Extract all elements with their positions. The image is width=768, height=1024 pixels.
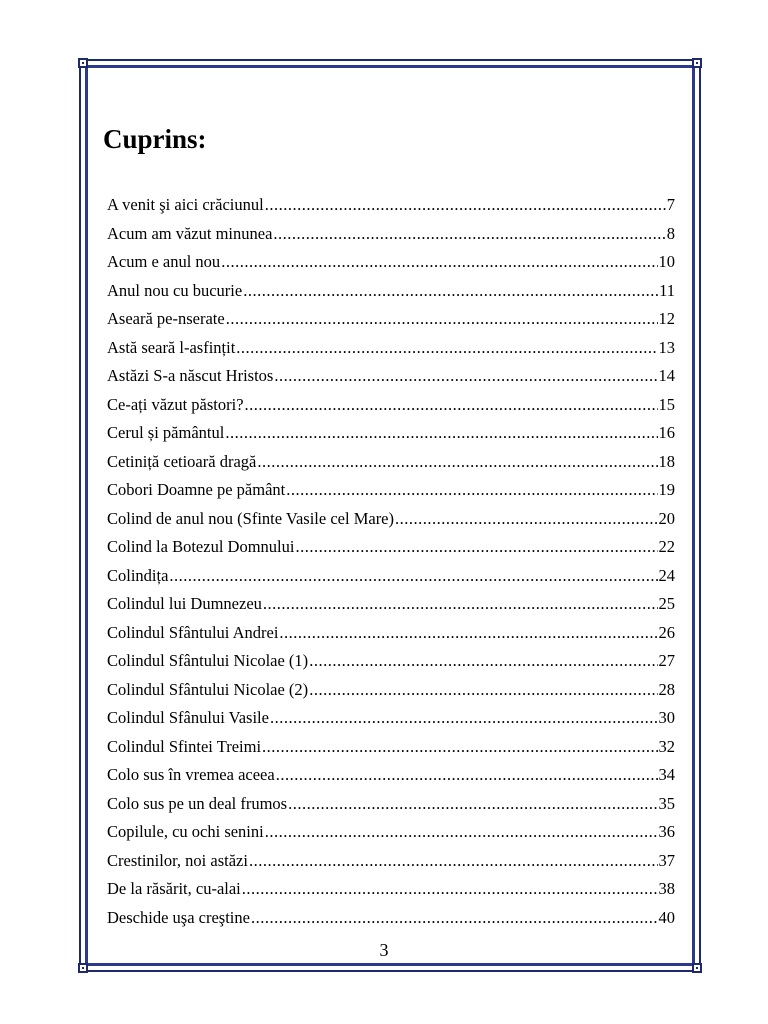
dot-leader xyxy=(395,508,657,530)
toc-entry-title: Acum e anul nou xyxy=(107,252,221,271)
toc-entry-page: 13 xyxy=(658,337,675,357)
toc-entry-title: Astă seară l-asfințit xyxy=(107,337,236,357)
toc-entry xyxy=(107,508,675,537)
dot-leader xyxy=(263,593,658,615)
dot-leader xyxy=(274,365,657,387)
toc-entry-page: 30 xyxy=(658,708,675,727)
toc-entry xyxy=(107,622,675,651)
dot-leader xyxy=(309,679,657,701)
toc-entry-title: Colindul lui Dumnezeu xyxy=(107,594,262,613)
dot-leader xyxy=(276,764,658,786)
dot-leader xyxy=(309,650,657,672)
toc-entry-page: 16 xyxy=(658,423,675,442)
toc-entry-page: 24 xyxy=(658,565,675,585)
toc-entry-page: 40 xyxy=(658,907,675,927)
toc-entry xyxy=(107,365,675,394)
toc-entry-page: 14 xyxy=(658,366,675,385)
dot-leader xyxy=(265,821,658,843)
toc-entry-title: De la răsărit, cu-alai xyxy=(107,879,241,898)
toc-entry-page: 20 xyxy=(658,508,675,528)
toc-entry-title: Ce-ați văzut păstori? xyxy=(107,394,244,414)
dot-leader xyxy=(262,736,657,758)
dot-leader xyxy=(273,223,665,245)
toc-entry-title: Colindul Sfântului Nicolae (1) xyxy=(107,651,309,670)
corner-ornament-top-right xyxy=(692,58,702,68)
toc-entry xyxy=(107,536,675,565)
dot-leader xyxy=(295,536,657,558)
toc-entry-title: Copilule, cu ochi senini xyxy=(107,822,264,841)
toc-entry-title: Anul nou cu bucurie xyxy=(107,280,243,300)
toc-entry-page: 34 xyxy=(658,765,675,784)
corner-ornament-bottom-left xyxy=(78,963,88,973)
toc-entry-page: 18 xyxy=(658,451,675,471)
toc-entry xyxy=(107,707,675,736)
toc-entry-title: Deschide uşa creştine xyxy=(107,907,250,927)
toc-entry-page: 19 xyxy=(658,480,675,499)
contents-heading: Cuprins: xyxy=(103,124,207,154)
corner-ornament-bottom-right xyxy=(692,963,702,973)
toc-entry-title: Crestinilor, noi astăzi xyxy=(107,850,248,870)
toc-entry xyxy=(107,308,675,337)
toc-entry-title: Acum am văzut minunea xyxy=(107,223,273,243)
toc-entry xyxy=(107,337,675,366)
toc-entry-page: 12 xyxy=(658,309,675,328)
toc-entry xyxy=(107,251,675,280)
toc-entry-page: 27 xyxy=(658,651,675,670)
toc-entry xyxy=(107,850,675,879)
toc-entry-page: 32 xyxy=(658,736,675,756)
toc-entry-title: Colindul Sfântului Nicolae (2) xyxy=(107,679,309,699)
toc-entry-title: Colo sus în vremea aceea xyxy=(107,765,275,784)
toc-entry xyxy=(107,194,675,223)
toc-entry-title: Cobori Doamne pe pământ xyxy=(107,480,286,499)
dot-leader xyxy=(251,907,658,929)
toc-entry xyxy=(107,280,675,309)
toc-entry xyxy=(107,793,675,822)
toc-entry xyxy=(107,736,675,765)
toc-entry-page: 37 xyxy=(658,850,675,870)
toc-entry-page: 11 xyxy=(659,280,675,300)
toc-entry-page: 26 xyxy=(658,622,675,642)
toc-entry-page: 15 xyxy=(658,394,675,414)
dot-leader xyxy=(242,878,658,900)
toc-entry-page: 38 xyxy=(658,879,675,898)
toc-entry xyxy=(107,593,675,622)
corner-ornament-top-left xyxy=(78,58,88,68)
toc-entry xyxy=(107,764,675,793)
toc-entry-title: Cerul și pământul xyxy=(107,423,225,442)
toc-entry-page: 10 xyxy=(658,252,675,271)
page-number: 3 xyxy=(379,940,389,960)
toc-entry xyxy=(107,650,675,679)
dot-leader xyxy=(236,337,657,359)
dot-leader xyxy=(169,565,657,587)
toc-entry-title: Colind la Botezul Domnului xyxy=(107,537,295,556)
table-of-contents xyxy=(107,194,675,935)
toc-entry-title: Colindul Sfânului Vasile xyxy=(107,708,269,727)
dot-leader xyxy=(270,707,658,729)
toc-entry-title: Aseară pe-nserate xyxy=(107,309,225,328)
toc-entry-page: 36 xyxy=(658,822,675,841)
dot-leader xyxy=(249,850,658,872)
dot-leader xyxy=(257,451,657,473)
toc-entry-page: 25 xyxy=(658,594,675,613)
toc-entry xyxy=(107,422,675,451)
toc-entry xyxy=(107,223,675,252)
dot-leader xyxy=(245,394,658,416)
toc-entry-title: Colo sus pe un deal frumos xyxy=(107,793,288,813)
toc-entry xyxy=(107,907,675,936)
toc-entry xyxy=(107,878,675,907)
dot-leader xyxy=(221,251,657,273)
dot-leader xyxy=(225,422,657,444)
dot-leader xyxy=(279,622,657,644)
toc-entry-page: 8 xyxy=(666,223,675,243)
toc-entry xyxy=(107,565,675,594)
dot-leader xyxy=(288,793,657,815)
toc-entry-title: Colindița xyxy=(107,565,169,585)
toc-entry xyxy=(107,394,675,423)
toc-entry-title: Cetiniță cetioară dragă xyxy=(107,451,257,471)
toc-entry-title: A venit şi aici crăciunul xyxy=(107,195,264,214)
toc-entry-page: 22 xyxy=(658,537,675,556)
toc-entry-page: 7 xyxy=(666,195,675,214)
toc-entry-title: Colindul Sfântului Andrei xyxy=(107,622,279,642)
toc-entry xyxy=(107,821,675,850)
dot-leader xyxy=(226,308,658,330)
toc-entry xyxy=(107,479,675,508)
dot-leader xyxy=(265,194,666,216)
dot-leader xyxy=(286,479,657,501)
toc-entry-page: 28 xyxy=(658,679,675,699)
toc-entry-page: 35 xyxy=(658,793,675,813)
toc-entry-title: Astăzi S-a născut Hristos xyxy=(107,366,274,385)
toc-entry-title: Colind de anul nou (Sfinte Vasile cel Mare) xyxy=(107,508,395,528)
dot-leader xyxy=(243,280,658,302)
toc-entry-title: Colindul Sfintei Treimi xyxy=(107,736,262,756)
toc-entry xyxy=(107,679,675,708)
toc-entry xyxy=(107,451,675,480)
